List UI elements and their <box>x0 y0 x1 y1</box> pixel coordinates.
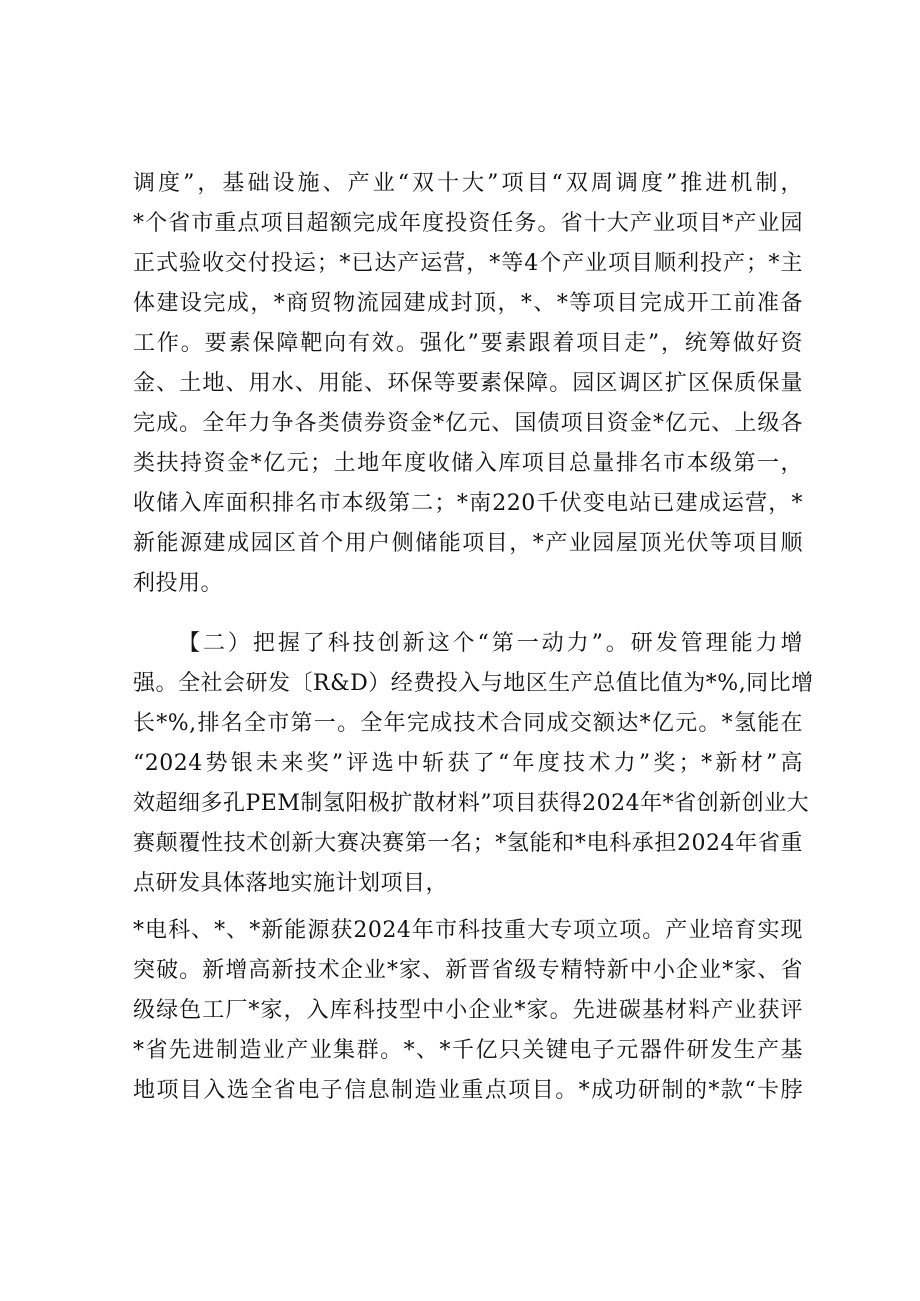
text-line: 调度”，基础设施、产业“双十大”项目“双周调度”推进机制， <box>133 171 803 196</box>
text-line: 点研发具体落地实施计划项目， <box>133 871 449 896</box>
text-line: *电科、*、*新能源获2024年市科技重大专项立项。产业培育实现 <box>133 918 803 943</box>
text-line: *省先进制造业产业集群。*、*千亿只关键电子元器件研发生产基 <box>133 1038 803 1063</box>
text-line: 收储入库面积排名市本级第二；*南220千伏变电站已建成运营，* <box>133 491 803 516</box>
text-line: 工作。要素保障靶向有效。强化”要素跟着项目走”，统筹做好资 <box>133 331 803 356</box>
text-line: *个省市重点项目超额完成年度投资任务。省十大产业项目*产业园 <box>133 211 803 236</box>
text-line: 突破。新增高新技术企业*家、新晋省级专精特新中小企业*家、省 <box>133 958 803 983</box>
text-line: 强。全社会研发〔R&D）经费投入与地区生产总值比值为*%,同比增 <box>133 671 814 696</box>
text-line: 正式验收交付投运；*已达产运营，*等4个产业项目顺利投产；*主 <box>133 251 803 276</box>
text-line: 利投用。 <box>133 571 224 596</box>
text-line: 级绿色工厂*家，入库科技型中小企业*家。先进碳基材料产业获评 <box>133 998 803 1023</box>
text-line: 体建设完成，*商贸物流园建成封顶，*、*等项目完成开工前准备 <box>133 291 803 316</box>
section-heading-line: 【二）把握了科技创新这个“第一动力”。研发管理能力增 <box>178 631 803 656</box>
text-line: 完成。全年力争各类债券资金*亿元、国债项目资金*亿元、上级各 <box>133 411 803 436</box>
text-line: 类扶持资金*亿元；土地年度收储入库项目总量排名市本级第一， <box>133 451 803 476</box>
text-line: 效超细多孔PEM制氢阳极扩散材料”项目获得2024年*省创新创业大 <box>133 791 810 816</box>
text-line: 赛颠覆性技术创新大赛决赛第一名；*氢能和*电科承担2024年省重 <box>133 831 803 856</box>
text-line: 地项目入选全省电子信息制造业重点项目。*成功研制的*款“卡脖 <box>133 1078 803 1103</box>
text-line: “2024势银未来奖”评选中斩获了“年度技术力”奖；*新材”高 <box>133 751 803 776</box>
text-line: 长*%,排名全市第一。全年完成技术合同成交额达*亿元。*氢能在 <box>133 711 803 736</box>
text-line: 新能源建成园区首个用户侧储能项目，*产业园屋顶光伏等项目顺 <box>133 531 803 556</box>
text-line: 金、土地、用水、用能、环保等要素保障。园区调区扩区保质保量 <box>133 371 803 396</box>
